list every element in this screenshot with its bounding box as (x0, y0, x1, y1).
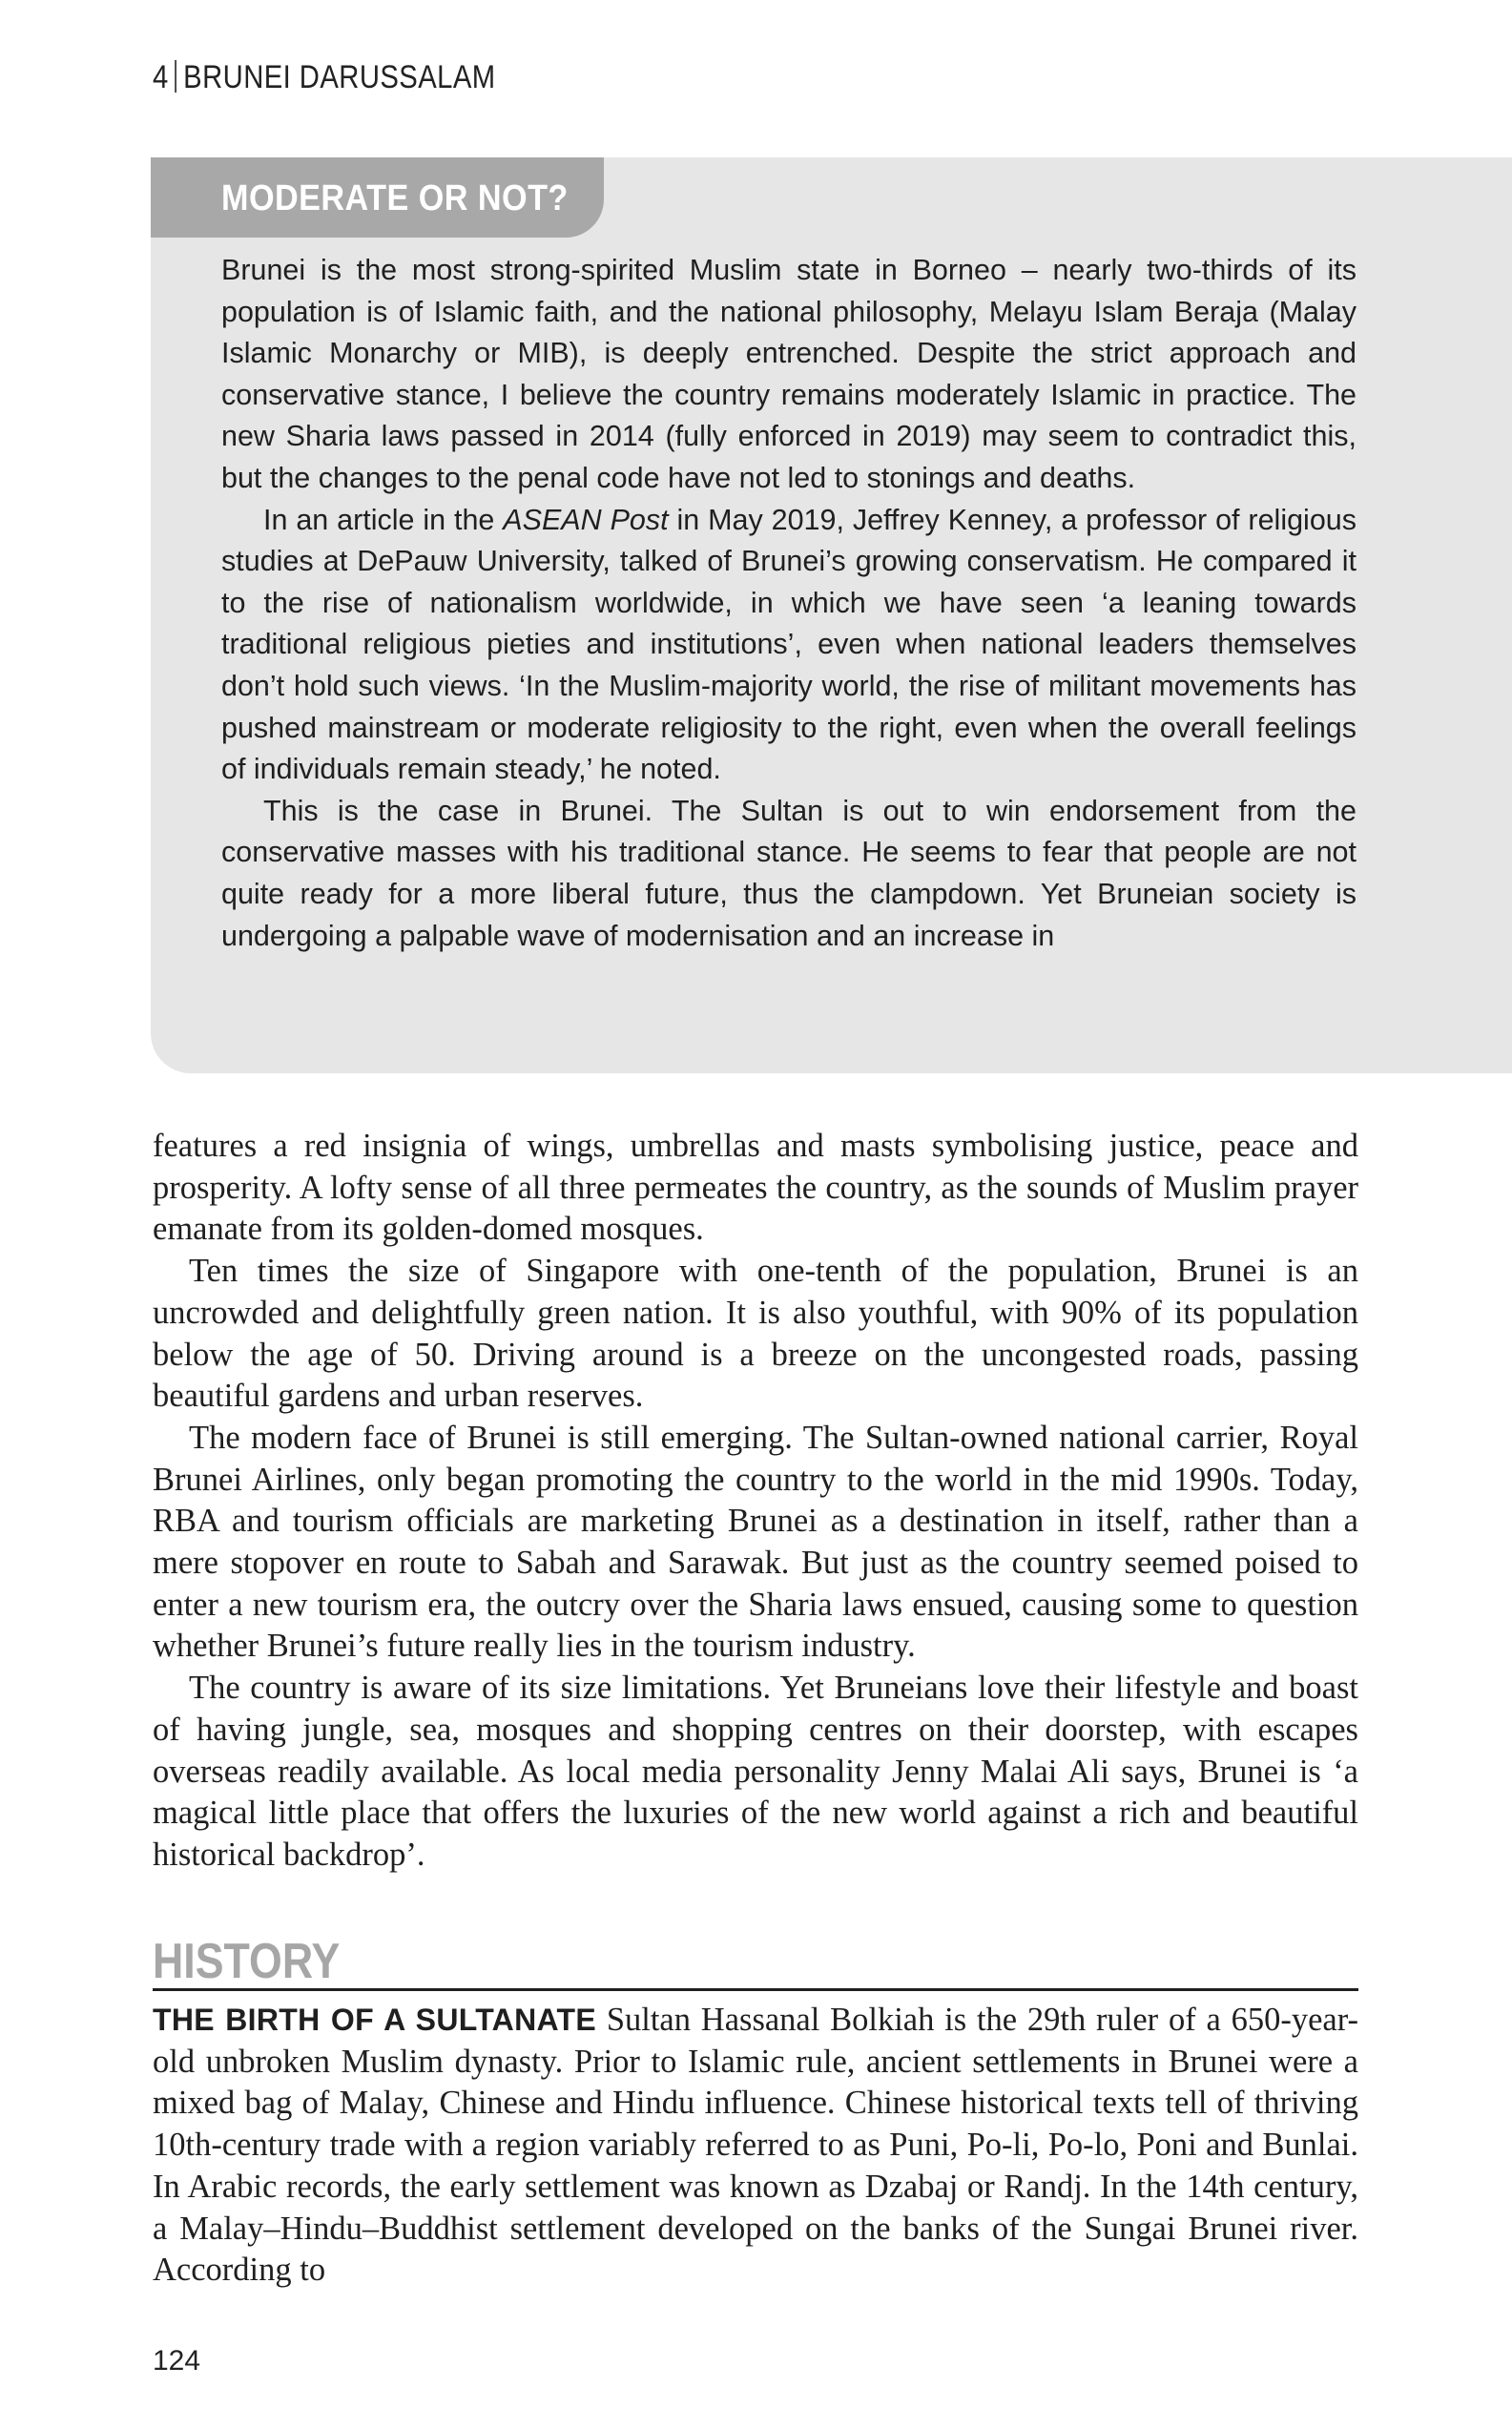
publication-title: ASEAN Post (503, 503, 669, 536)
history-section (153, 2000, 1358, 2292)
body-paragraph: The modern face of Brunei is still emerging. The Sultan-owned national carrier, Royal Brunei Airlines, only began promoting the country to the world in the mid 1990s. Today, RBA and tourism officials are marketing Brunei as a destination in itself, rather than a mere stopover en route to Sabah and Sarawak. But just as the country seemed poised to enter a new tourism era, the outcry over the Sharia laws ensued, causing some to question whether Brunei’s future really lies in the tourism industry. (153, 1419, 1358, 1665)
chapter-title: BRUNEI DARUSSALAM (183, 59, 496, 95)
sidebar-paragraph: Brunei is the most strong-spirited Muslim state in Borneo – nearly two-thirds of its population is of Islamic faith, and the national philosophy, Melayu Islam Beraja (Malay Islamic Monarchy or MIB), is deeply entrenched. Despite the strict approach and conservative stance, I believe the country remains moderately Islamic in practice. The new Sharia laws passed in 2014 (fully enforced in 2019) may seem to contradict this, but the changes to the penal code have not led to stonings and deaths. (221, 254, 1357, 494)
section-heading: HISTORY (153, 1934, 341, 1989)
sidebar-title: MODERATE OR NOT? (221, 178, 569, 218)
body-paragraph: The country is aware of its size limitations. Yet Bruneians love their lifestyle and boast of having jungle, sea, mosques and shopping centres on their doorstep, with escapes overseas readily available. As local media personality Jenny Malai Ali says, Brunei is ‘a magical little place that offers the luxuries of the new world against a rich and beautiful historical backdrop’. (153, 1670, 1358, 1873)
body-paragraph: features a red insignia of wings, umbrellas and masts symbolising justice, peace and prosperity. A lofty sense of all three permeates the country, as the sounds of Muslim prayer emanate from its golden-domed mosques. (153, 1128, 1358, 1248)
sidebar-body (221, 250, 1357, 957)
sidebar-paragraph (221, 500, 1357, 791)
header-divider (176, 60, 177, 93)
body-text: Sultan Hassanal Bolkiah is the 29th ruler of a 650-year-old unbroken Muslim dynasty. Prior to Islamic rule, ancient settlements in Brunei were a mixed bag of Malay, Chinese and Hindu influence. Chinese historical texts tell of thriving 10th-century trade with a region variably referred to as Puni, Po-li, Po-lo, Poni and Bunlai. In Arabic records, the early settlement was known as Dzabaj or Randj. In the 14th century, a Malay–Hindu–Buddhist settlement developed on the banks of the Sungai Brunei river. According to (153, 2002, 1359, 2289)
sidebar-text: in May 2019, Jeffrey Kenney, a professor of religious studies at DePauw University, talked of Brunei’s growing conservatism. He compared it to the rise of nationalism worldwide, in which we have seen ‘a leaning towards traditional religious pieties and institutions’, even when national leaders themselves don’t hold such views. ‘In the Muslim-majority world, the rise of militant movements has pushed mainstream or moderate religiosity to the right, even when the overall feelings of individuals remain steady,’ he noted. (221, 503, 1357, 786)
run-in-heading: THE BIRTH OF A SULTANATE (153, 2003, 597, 2037)
sidebar-text: In an article in the (263, 503, 504, 536)
main-text (153, 1126, 1358, 1877)
section-heading-rule (153, 1927, 1358, 1991)
body-paragraph (153, 2000, 1358, 2292)
chapter-number: 4 (153, 59, 169, 95)
body-paragraph: Ten times the size of Singapore with one-tenth of the population, Brunei is an uncrowded and delightfully green nation. It is also youthful, with 90% of its population below the age of 50. Driving around is a breeze on the uncongested roads, passing beautiful gardens and urban reserves. (153, 1253, 1358, 1415)
running-header (153, 59, 496, 96)
sidebar-paragraph: This is the case in Brunei. The Sultan is out to win endorsement from the conservative masses with his traditional stance. He seems to fear that people are not quite ready for a more liberal future, thus the clampdown. Yet Bruneian society is undergoing a palpable wave of modernisation and an increase in (221, 794, 1357, 952)
page-number: 124 (153, 2345, 201, 2377)
